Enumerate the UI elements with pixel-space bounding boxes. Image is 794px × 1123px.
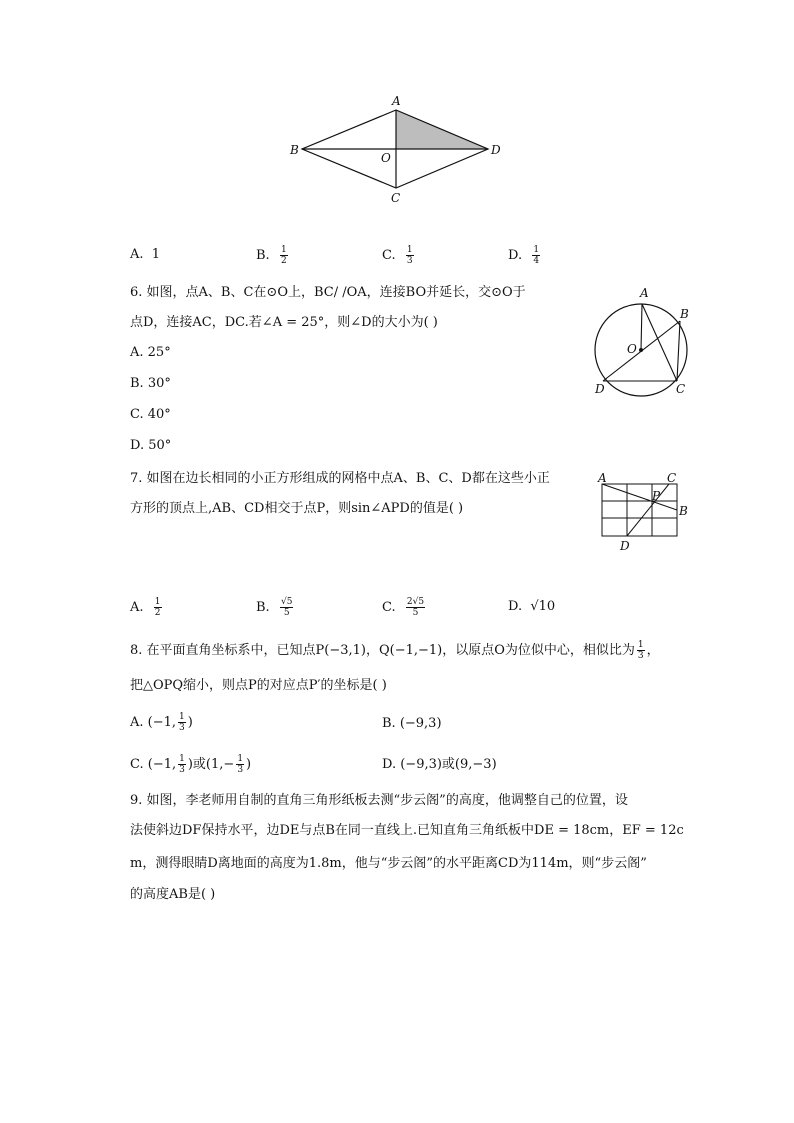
q9-stem-line4: 的高度AB是( )	[130, 887, 216, 902]
center-dot	[639, 348, 643, 352]
label-d: D	[595, 382, 605, 396]
q5-option-b: B. $\frac{1}{2}$	[256, 245, 287, 266]
q5-option-c: C. $\frac{1}{3}$	[382, 245, 413, 266]
q9-stem-line3: m，测得眼睛D离地面的高度为1.8m，他与“步云阁”的水平距离CD为114m，则“步云阁”	[130, 856, 647, 871]
label-a: A	[640, 286, 649, 300]
label-c: C	[676, 382, 686, 396]
segment-oa	[641, 304, 642, 350]
grid-border	[602, 484, 677, 536]
q8-stem-line2: 把△OPQ缩小，则点P的对应点P′的坐标是( )	[130, 678, 387, 693]
label-o: O	[627, 342, 637, 356]
q9-stem-line2: 法使斜边DF保持水平，边DE与点B在同一直线上.已知直角三角纸板中DE = 18cm，EF = 12c	[130, 823, 684, 838]
q7-option-b: B. $\frac{√5}{5}$	[256, 597, 293, 618]
q8-option-d: D. (−9,3)或(9,−3)	[382, 757, 497, 772]
label-b: B	[679, 504, 688, 518]
fraction: $\frac{1}{2}$	[154, 597, 161, 618]
grid-figure	[594, 470, 698, 556]
label-d: D	[491, 143, 501, 157]
q7-option-d: D. √10	[508, 599, 556, 614]
q7-stem-line2: 方形的顶点上,AB、CD相交于点P，则sin∠APD的值是( )	[130, 501, 464, 516]
segment-bc	[677, 321, 680, 381]
q7-option-a: A. $\frac{1}{2}$	[130, 597, 161, 618]
label-a: A	[392, 94, 401, 108]
label-c: C	[667, 471, 677, 485]
q8-option-a: A. (−1, $\frac{1}{3}$ )	[130, 712, 193, 733]
q6-option-d: D. 50°	[130, 438, 172, 453]
q7-option-c: C. $\frac{2√5}{5}$	[382, 597, 425, 618]
q6-option-c: C. 40°	[130, 407, 171, 422]
fraction: $\frac{1}{3}$	[179, 712, 185, 733]
label-c: C	[391, 191, 401, 205]
label-d: D	[620, 539, 630, 553]
q8-option-c: C. (−1, $\frac{1}{3}$ )或(1,− $\frac{1}{3}$ )	[130, 754, 252, 775]
fraction: $\frac{1}{3}$	[406, 245, 413, 266]
fraction: $\frac{1}{4}$	[533, 245, 540, 266]
fraction: $\frac{2√5}{5}$	[406, 597, 425, 618]
fraction: $\frac{√5}{5}$	[280, 597, 293, 618]
label-o: O	[381, 151, 391, 165]
label-b: B	[290, 143, 299, 157]
circle-figure	[585, 283, 700, 398]
rhombus-figure	[280, 90, 520, 208]
q9-stem-line1: 9. 如图，李老师用自制的直角三角形纸板去测“步云阁”的高度，他调整自己的位置，设	[130, 793, 628, 808]
label-p: P	[652, 489, 661, 503]
q5-option-d: D. $\frac{1}{4}$	[508, 245, 540, 266]
fraction: $\frac{1}{3}$	[637, 640, 644, 661]
label-b: B	[680, 307, 689, 321]
q8-option-b: B. (−9,3)	[382, 716, 442, 731]
label-a: A	[598, 471, 607, 485]
q7-stem-line1: 7. 如图在边长相同的小正方形组成的网格中点A、B、C、D都在这些小正	[130, 471, 550, 486]
fraction: $\frac{1}{3}$	[179, 754, 185, 775]
q6-option-a: A. 25°	[130, 345, 171, 360]
q8-stem-line1: 8. 在平面直角坐标系中，已知点P(−3,1)，Q(−1,−1)，以原点O为位似中心，相似比为 $\frac{1}{3}$ ，	[130, 640, 660, 661]
fraction: $\frac{1}{2}$	[280, 245, 287, 266]
q6-stem-line2: 点D，连接AC，DC.若∠A = 25°，则∠D的大小为( )	[130, 315, 438, 330]
segment-cd	[627, 484, 669, 536]
fraction: $\frac{1}{3}$	[237, 754, 244, 775]
q6-stem-line1: 6. 如图，点A、B、C在⊙O上，BC/ /OA，连接BO并延长，交⊙O于	[130, 285, 526, 300]
q5-option-a: A. 1	[130, 247, 161, 262]
q6-option-b: B. 30°	[130, 376, 171, 391]
